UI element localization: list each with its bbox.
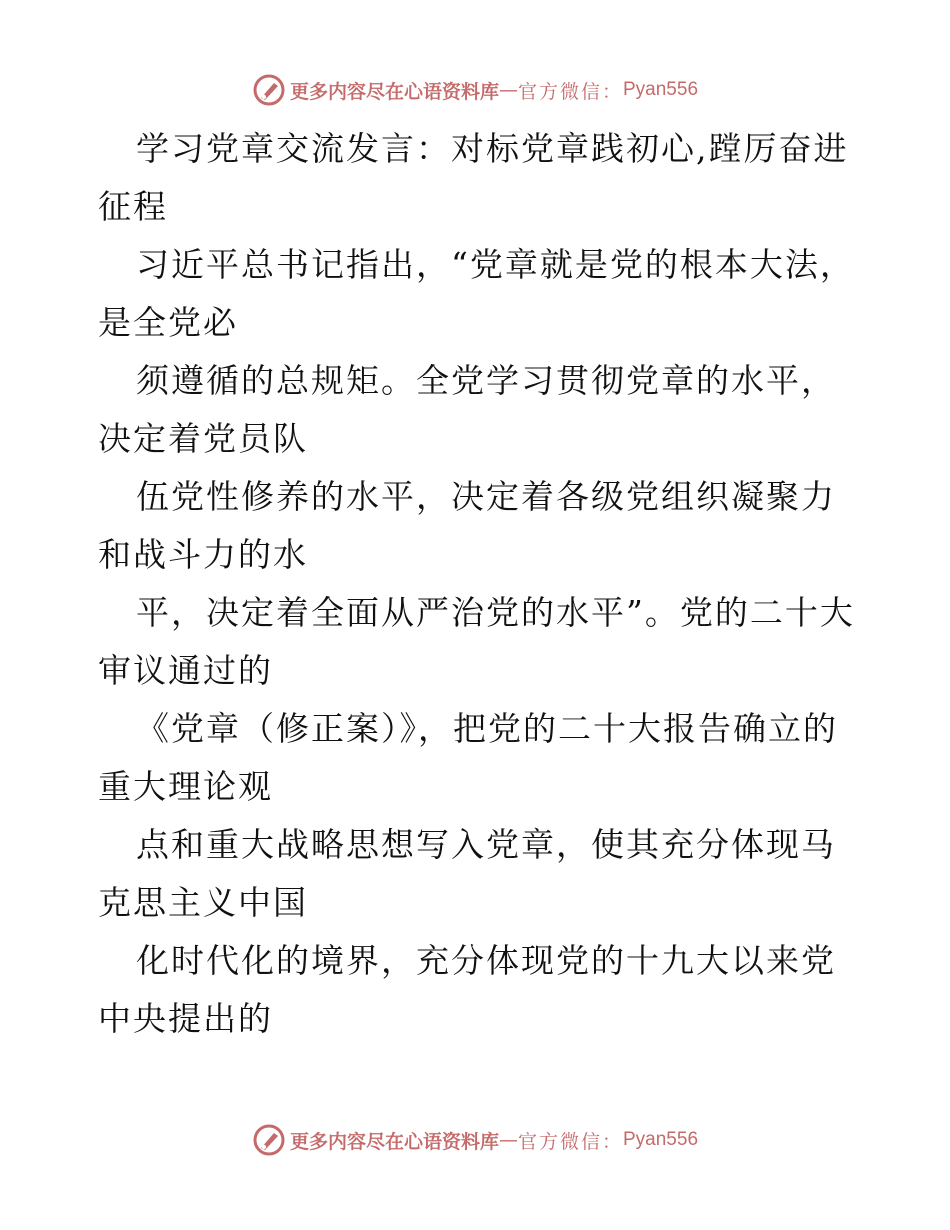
footer-separator: — bbox=[498, 1129, 518, 1151]
line-7-rest: 思主义中国 bbox=[133, 883, 308, 922]
body-line-2 bbox=[98, 236, 858, 352]
line-2-rest: 是全党必 bbox=[98, 303, 238, 342]
line-8-rest: 央提出的 bbox=[133, 999, 273, 1038]
line-8-first: 化时代化的境界，充分体现党的十九大以来党中 bbox=[98, 941, 836, 1038]
line-7-first: 点和重大战略思想写入党章，使其充分体现马克 bbox=[98, 825, 836, 922]
body-line-4 bbox=[98, 468, 858, 584]
body-line-3 bbox=[98, 352, 858, 468]
header-site-name: 更多内容尽在心语资料库 bbox=[289, 80, 499, 103]
footer-banner bbox=[0, 1120, 950, 1160]
header-banner bbox=[0, 70, 950, 110]
header-separator: — bbox=[498, 79, 518, 101]
pen-seal-logo-icon bbox=[252, 1123, 286, 1157]
line-4-rest: 战斗力的水 bbox=[133, 535, 308, 574]
body-line-5 bbox=[98, 584, 858, 700]
document-body bbox=[98, 120, 858, 1048]
line-1-rest: 征程 bbox=[98, 187, 168, 226]
line-5-rest: 审议通过的 bbox=[98, 651, 273, 690]
line-1-first: 学习党章交流发言：对标党章践初心,蹚厉奋进 bbox=[136, 129, 849, 168]
body-line-1 bbox=[98, 120, 858, 236]
line-6-rest: 重大理论观 bbox=[98, 767, 273, 806]
line-3-first: 须遵循的总规矩。全党学习贯彻党章的水平，决 bbox=[98, 361, 836, 458]
header-wechat-id: Pyan556 bbox=[623, 79, 699, 100]
line-6-first: 《党章（修正案）》，把党的二十大报告确立的 bbox=[136, 709, 838, 748]
body-line-6 bbox=[98, 700, 858, 816]
line-4-first: 伍党性修养的水平，决定着各级党组织凝聚力和 bbox=[98, 477, 836, 574]
body-line-7 bbox=[98, 816, 858, 932]
pen-seal-logo-icon bbox=[252, 73, 286, 107]
footer-wechat-id: Pyan556 bbox=[623, 1129, 699, 1150]
body-line-8 bbox=[98, 932, 858, 1048]
footer-wechat-label: 官方微信： bbox=[517, 1130, 623, 1153]
line-2-first: 习近平总书记指出，“党章就是党的根本大法， bbox=[136, 245, 855, 284]
header-wechat-label: 官方微信： bbox=[517, 80, 623, 103]
line-5-first: 平，决定着全面从严治党的水平”。党的二十大 bbox=[136, 593, 855, 632]
line-3-rest: 定着党员队 bbox=[133, 419, 308, 458]
footer-site-name: 更多内容尽在心语资料库 bbox=[289, 1130, 499, 1153]
